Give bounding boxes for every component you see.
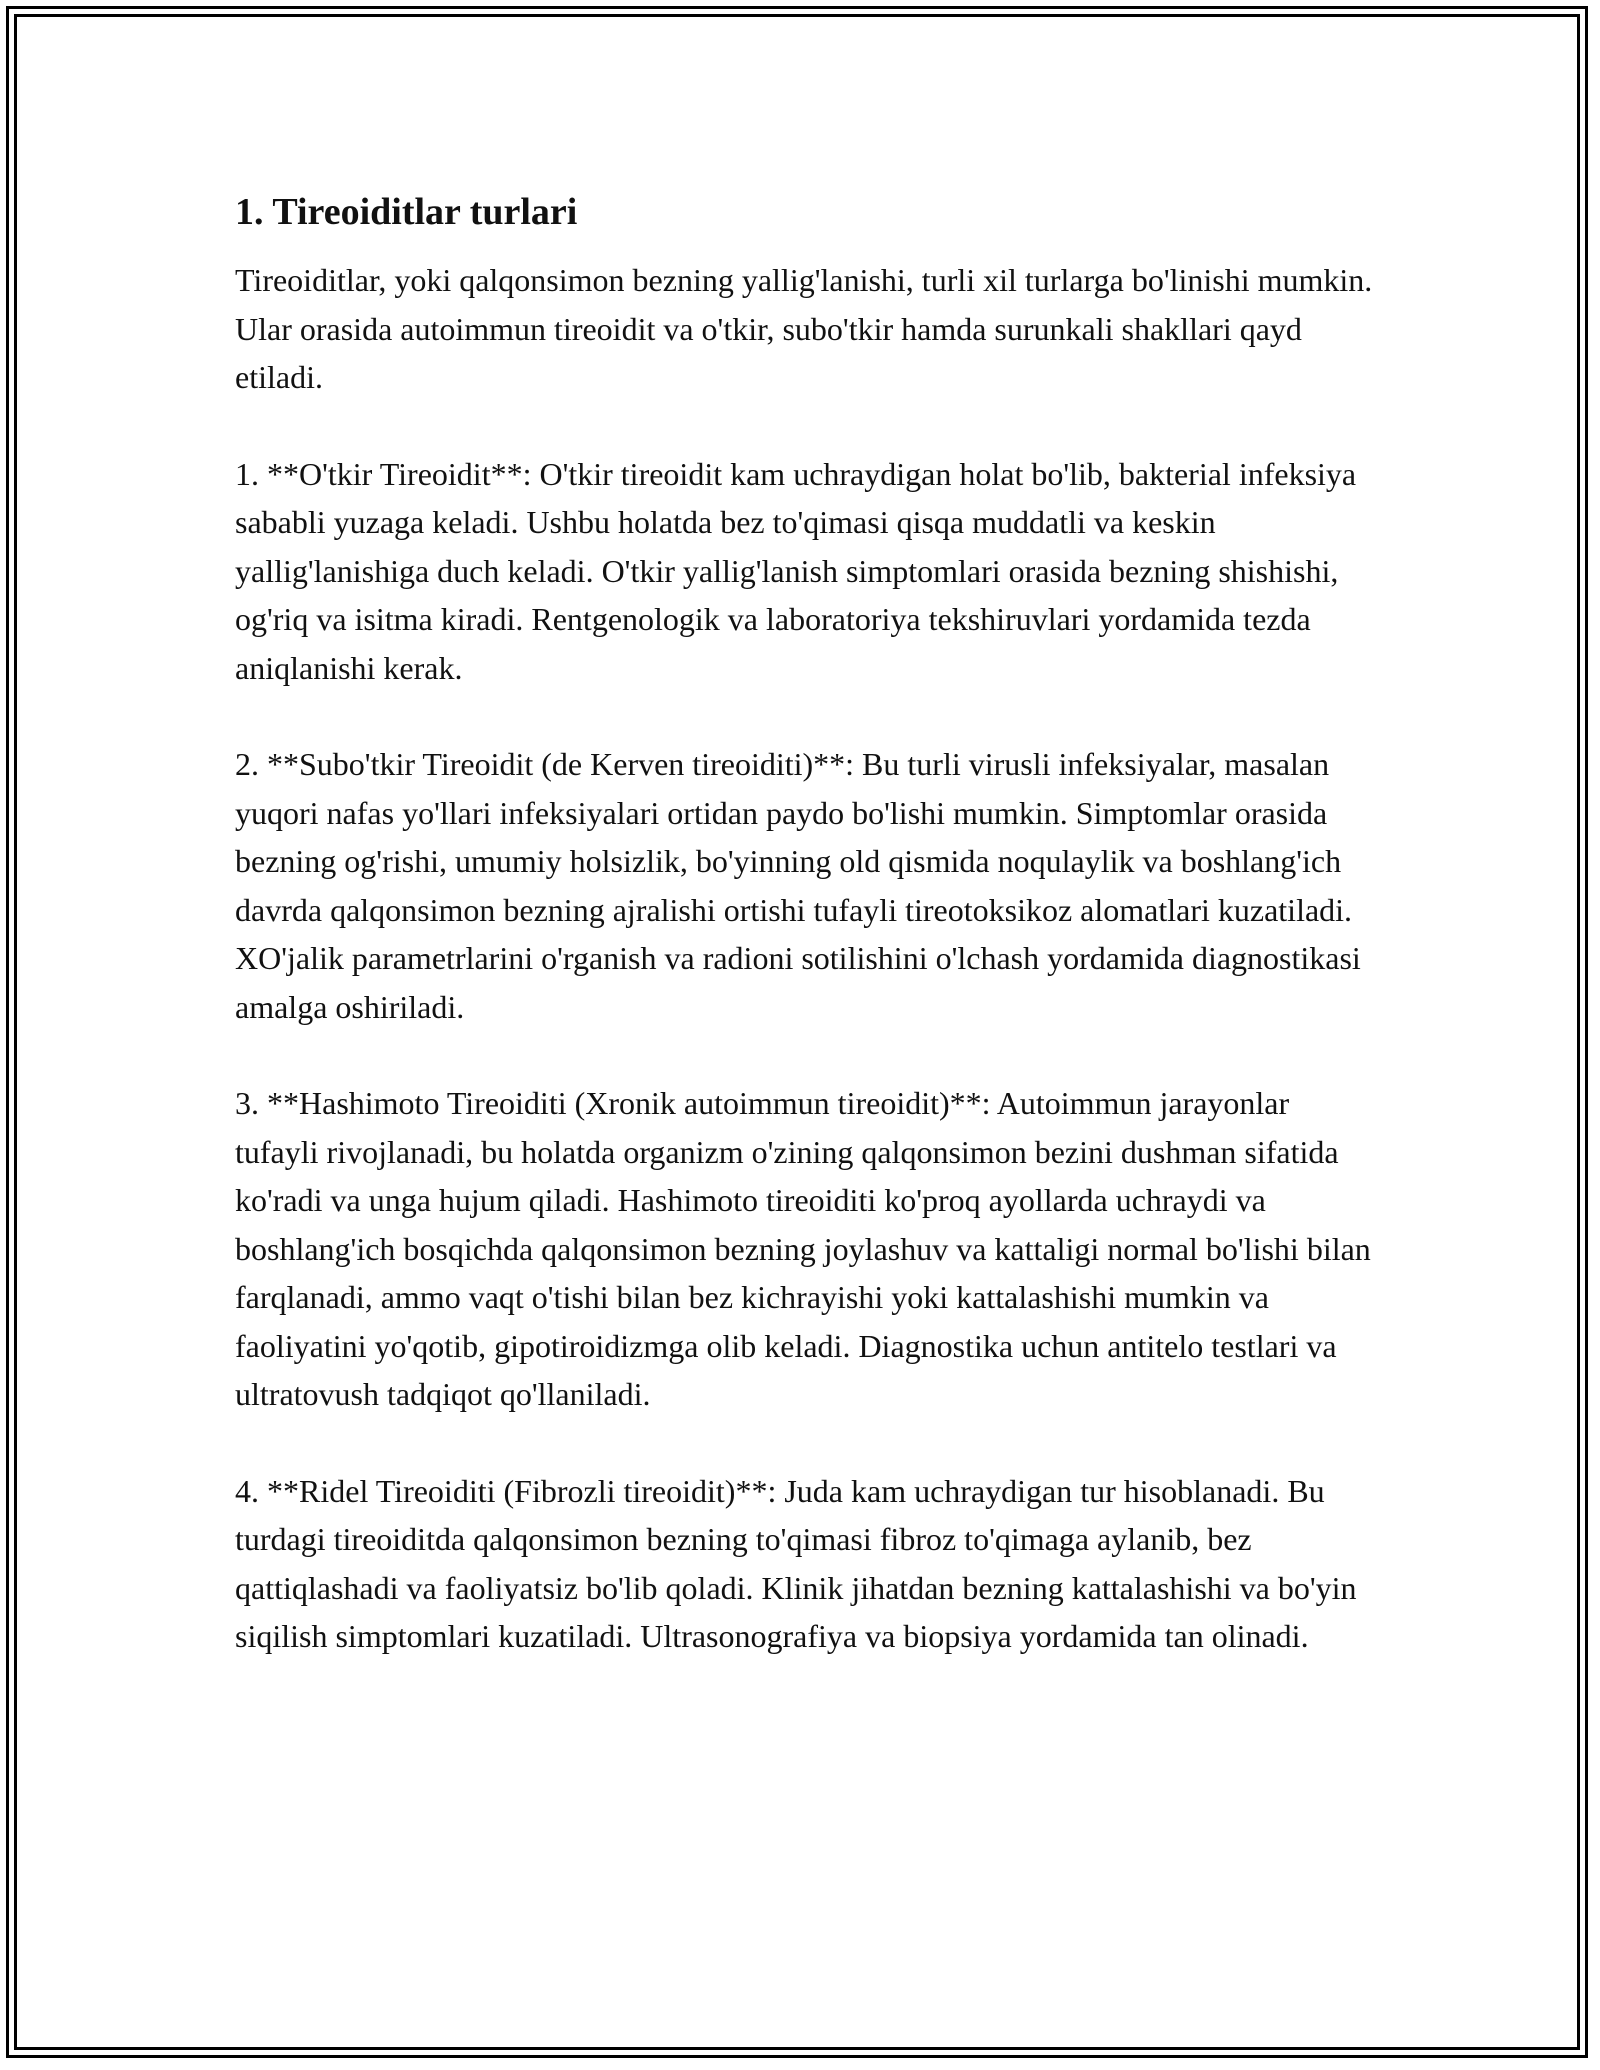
paragraph-acute-thyroiditis: 1. **O'tkir Tireoidit**: O'tkir tireoidit kam uchraydigan holat bo'lib, bakterial infeksiya sababli yuzaga keladi. Ushbu holatda bez to'qimasi qisqa muddatli va keskin yallig'lanishiga duch keladi. O'tkir yallig'lanish simptomlari orasida bezning shishishi, og'riq va isitma kiradi. Rentgenologik va laboratoriya tekshiruvlari yordamida tezda aniqlanishi kerak. <box>235 455 1357 686</box>
paragraph-subacute-thyroiditis: 2. **Subo'tkir Tireoidit (de Kerven tireoiditi)**: Bu turli virusli infeksiyalar, masalan yuqori nafas yo'llari infeksiyalari ortidan paydo bo'lishi mumkin. Simptomlar orasida bezning og'rishi, umumiy holsizlik, bo'yinning old qismida noqulaylik va boshlang'ich davrda qalqonsimon bezning ajralishi ortishi tufayli tireotoksikoz alomatlari kuzatiladi. XO'jalik parametrlarini o'rganish va radioni sotilishini o'lchash yordamida diagnostikasi amalga oshiriladi. <box>235 746 1361 1025</box>
paragraph-hashimoto-thyroiditis: 3. **Hashimoto Tireoiditi (Xronik autoimmun tireoidit)**: Autoimmun jarayonlar tufayli rivojlanadi, bu holatda organizm o'zining qalqonsimon bezini dushman sifatida ko'radi va unga hujum qiladi. Hashimoto tireoiditi ko'proq ayollarda uchraydi va boshlang'ich bosqichda qalqonsimon bezning joylashuv va kattaligi normal bo'lishi bilan farqlanadi, ammo vaqt o'tishi bilan bez kichrayishi yoki kattalashishi mumkin va faoliyatini yo'qotib, gipotiroidizmga olib keladi. Diagnostika uchun antitelo testlari va ultratovush tadqiqot qo'llaniladi. <box>235 1085 1371 1412</box>
page-title: 1. Tireoiditlar turlari <box>235 191 578 233</box>
document-body <box>235 188 1375 1661</box>
paragraph-riedel-thyroiditis: 4. **Ridel Tireoiditi (Fibrozli tireoidit)**: Juda kam uchraydigan tur hisoblanadi. Bu turdagi tireoiditda qalqonsimon bezning to'qimasi fibroz to'qimaga aylanib, bez qattiqlashadi va faoliyatsiz bo'lib qoladi. Klinik jihatdan bezning kattalashishi va bo'yin siqilish simptomlari kuzatiladi. Ultrasonografiya va biopsiya yordamida tan olinadi. <box>235 1472 1357 1654</box>
intro-paragraph: Tireoiditlar, yoki qalqonsimon bezning yallig'lanishi, turli xil turlarga bo'linishi mumkin. Ular orasida autoimmun tireoidit va o'tkir, subo'tkir hamda surunkali shakllari qayd etiladi. <box>235 262 1373 395</box>
